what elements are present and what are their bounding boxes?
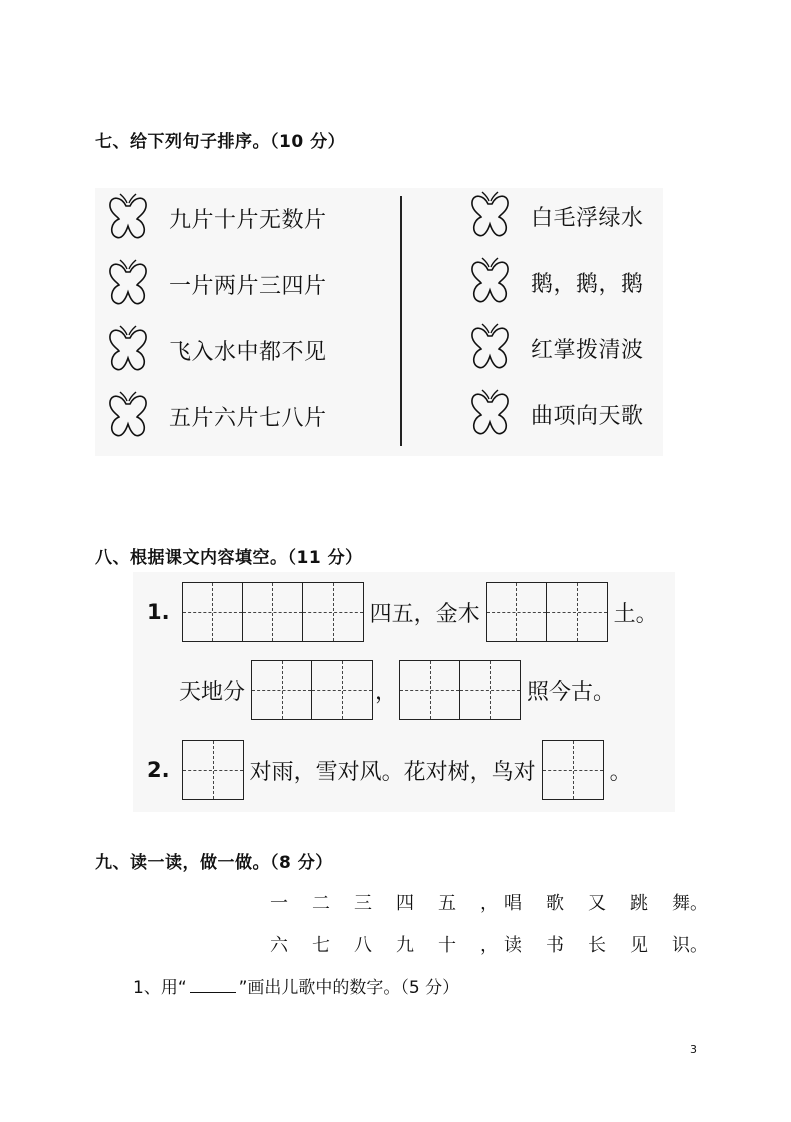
poem-line-2 <box>270 931 714 957</box>
section-9-title: 九、读一读，做一做。（8 分） <box>95 853 333 873</box>
poem-char: 又 <box>588 893 606 914</box>
poem-char: 舞。 <box>672 893 708 914</box>
sentence-text: 九片十片无数片 <box>169 207 327 233</box>
question-prefix: 1、用“ <box>133 978 187 998</box>
sentence-text: 鹅，鹅，鹅 <box>531 271 644 297</box>
answer-cell[interactable] <box>303 583 363 641</box>
sentence-text: 曲项向天歌 <box>531 403 644 429</box>
sentence-text: 红掌拨清波 <box>531 337 644 363</box>
left-sentence-2 <box>105 258 327 310</box>
poem-char: ， <box>480 935 498 956</box>
question-1 <box>133 973 459 998</box>
right-sentence-3 <box>467 322 644 374</box>
poem-char: 歌 <box>546 893 564 914</box>
fill-in-panel <box>133 572 675 812</box>
answer-cell[interactable] <box>547 583 607 641</box>
poem-char: 跳 <box>630 893 648 914</box>
poem-char: 三 <box>354 893 372 914</box>
poem-char: 唱 <box>504 893 522 914</box>
butterfly-icon <box>105 192 151 244</box>
poem-char: 四 <box>396 893 414 914</box>
sentence-text: 五片六片七八片 <box>169 405 327 431</box>
fill-line-1 <box>147 582 664 642</box>
right-sentence-2 <box>467 256 644 308</box>
answer-grid-1[interactable] <box>542 740 604 800</box>
poem-line-1 <box>270 889 714 915</box>
butterfly-icon <box>467 256 513 308</box>
fill-text: 。 <box>609 759 632 785</box>
item-number: 2. <box>147 758 170 782</box>
answer-grid-2[interactable] <box>399 660 521 720</box>
fill-text: 天地分 <box>179 679 246 705</box>
poem-char: 识。 <box>672 935 708 956</box>
poem-char: 二 <box>312 893 330 914</box>
fill-text: 四五，金木 <box>369 601 480 627</box>
butterfly-icon <box>467 190 513 242</box>
butterfly-icon <box>467 322 513 374</box>
section-8-title: 八、根据课文内容填空。（11 分） <box>95 548 363 568</box>
answer-cell[interactable] <box>243 583 303 641</box>
poem-char: 八 <box>354 935 372 956</box>
right-sentence-4 <box>467 388 644 440</box>
question-suffix: ”画出儿歌中的数字。（5 分） <box>238 978 460 998</box>
butterfly-icon <box>105 390 151 442</box>
answer-cell[interactable] <box>543 741 603 799</box>
answer-cell[interactable] <box>183 583 243 641</box>
answer-grid-2[interactable] <box>251 660 373 720</box>
butterfly-icon <box>467 388 513 440</box>
answer-cell[interactable] <box>400 661 460 719</box>
sentence-text: 飞入水中都不见 <box>169 339 327 365</box>
fill-text: ， <box>375 679 398 705</box>
poem-char: 读 <box>504 935 522 956</box>
poem-char: 见 <box>630 935 648 956</box>
answer-cell[interactable] <box>312 661 372 719</box>
answer-cell[interactable] <box>183 741 243 799</box>
right-sentence-1 <box>467 190 644 242</box>
answer-grid-3[interactable] <box>182 582 364 642</box>
answer-cell[interactable] <box>487 583 547 641</box>
answer-grid-2[interactable] <box>486 582 608 642</box>
left-sentence-1 <box>105 192 327 244</box>
answer-grid-1[interactable] <box>182 740 244 800</box>
poem-char: 五 <box>438 893 456 914</box>
poem-char: 七 <box>312 935 330 956</box>
section-7-title: 七、给下列句子排序。（10 分） <box>95 132 346 152</box>
left-sentence-3 <box>105 324 327 376</box>
poem-char: 九 <box>396 935 414 956</box>
fill-line-2 <box>179 660 621 720</box>
ordering-panel <box>95 188 663 456</box>
page-number: 3 <box>690 1043 697 1056</box>
column-divider <box>400 196 402 446</box>
poem-char: ， <box>480 893 498 914</box>
fill-text: 土。 <box>613 601 658 627</box>
fill-text: 对雨，雪对风。花对树，鸟对 <box>249 759 536 785</box>
underline-sample <box>190 978 236 993</box>
sentence-text: 白毛浮绿水 <box>531 205 644 231</box>
poem-char: 书 <box>546 935 564 956</box>
poem-char: 长 <box>588 935 606 956</box>
item-number: 1. <box>147 600 170 624</box>
answer-cell[interactable] <box>252 661 312 719</box>
poem-char: 十 <box>438 935 456 956</box>
fill-line-3 <box>147 740 638 800</box>
poem-char: 六 <box>270 935 288 956</box>
butterfly-icon <box>105 324 151 376</box>
butterfly-icon <box>105 258 151 310</box>
answer-cell[interactable] <box>460 661 520 719</box>
fill-text: 照今古。 <box>527 679 616 705</box>
sentence-text: 一片两片三四片 <box>169 273 327 299</box>
left-sentence-4 <box>105 390 327 442</box>
poem-char: 一 <box>270 893 288 914</box>
